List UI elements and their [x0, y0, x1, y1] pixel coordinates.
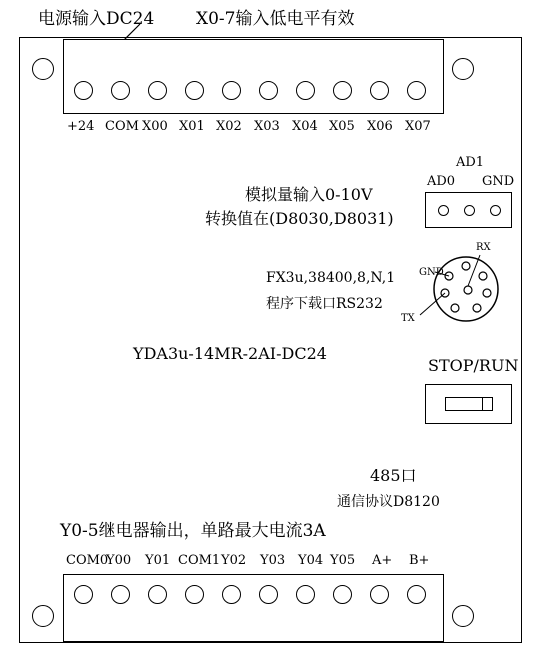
terminal-screw	[370, 81, 389, 100]
input-terminal-label: X01	[179, 119, 205, 134]
output-terminal-label: B+	[409, 553, 430, 568]
terminal-screw	[407, 585, 426, 604]
terminal-screw	[259, 585, 278, 604]
mounting-hole-bottom-right	[452, 605, 474, 627]
terminal-screw	[296, 81, 315, 100]
stop-run-switch-housing	[425, 384, 512, 424]
output-terminal-label: Y05	[330, 553, 356, 568]
input-terminal-label: X02	[216, 119, 242, 134]
analog-pin-gnd-label: GND	[482, 174, 515, 189]
model-number: YDA3u-14MR-2AI-DC24	[133, 344, 327, 363]
input-terminal-label: X03	[254, 119, 280, 134]
input-terminal-label: X00	[142, 119, 168, 134]
input-terminal-block	[63, 39, 444, 114]
relay-output-note: Y0-5继电器输出，单路最大电流3A	[60, 521, 326, 541]
input-terminal-label: X04	[292, 119, 318, 134]
terminal-screw	[74, 81, 93, 100]
terminal-screw	[74, 585, 93, 604]
rs485-port-title: 485口	[370, 466, 417, 485]
analog-connector-title: AD1	[456, 155, 485, 170]
terminal-screw	[296, 585, 315, 604]
analog-conversion-registers-text: 转换值在(D8030,D8031)	[205, 209, 394, 228]
terminal-screw	[333, 81, 352, 100]
output-terminal-label: Y02	[221, 553, 247, 568]
output-terminal-block	[63, 574, 444, 642]
mounting-hole-top-right	[452, 58, 474, 80]
inputs-active-low-note: X0-7输入低电平有效	[196, 9, 355, 29]
output-terminal-label: Y01	[145, 553, 171, 568]
terminal-screw	[111, 585, 130, 604]
stop-run-label: STOP/RUN	[428, 356, 519, 375]
analog-input-connector	[425, 192, 512, 228]
download-port-caption: 程序下载口RS232	[266, 296, 383, 312]
terminal-screw	[148, 585, 167, 604]
stop-run-switch[interactable]	[445, 397, 493, 411]
output-terminal-label: COM1	[178, 553, 221, 568]
terminal-screw	[370, 585, 389, 604]
input-terminal-label: COM	[105, 119, 139, 134]
input-terminal-label: +24	[67, 119, 95, 134]
output-terminal-label: A+	[372, 553, 393, 568]
power-input-note: 电源输入DC24	[38, 9, 155, 29]
analog-input-range-text: 模拟量输入0-10V	[245, 185, 373, 204]
terminal-screw	[111, 81, 130, 100]
output-terminal-label: Y04	[298, 553, 324, 568]
terminal-screw	[259, 81, 278, 100]
analog-connector-pin	[438, 205, 449, 216]
terminal-screw	[148, 81, 167, 100]
rs485-protocol-text: 通信协议D8120	[337, 494, 440, 510]
serial-settings-text: FX3u,38400,8,N,1	[266, 270, 396, 286]
analog-connector-pin	[464, 205, 475, 216]
terminal-screw	[407, 81, 426, 100]
terminal-screw	[185, 585, 204, 604]
output-terminal-label: Y00	[106, 553, 132, 568]
terminal-screw	[222, 585, 241, 604]
terminal-screw	[222, 81, 241, 100]
analog-connector-pin	[490, 205, 501, 216]
input-terminal-label: X05	[329, 119, 355, 134]
terminal-screw	[185, 81, 204, 100]
mounting-hole-bottom-left	[32, 605, 54, 627]
stop-run-switch-knob[interactable]	[482, 398, 491, 410]
port-pin-gnd-label: GND	[419, 267, 444, 278]
output-terminal-label: Y03	[260, 553, 286, 568]
mini-din-port-icon	[400, 235, 510, 335]
input-terminal-label: X06	[367, 119, 393, 134]
input-terminal-label: X07	[405, 119, 431, 134]
terminal-screw	[333, 585, 352, 604]
analog-pin-ad0-label: AD0	[427, 174, 456, 189]
port-pin-rx-label: RX	[476, 242, 491, 253]
mounting-hole-top-left	[32, 58, 54, 80]
output-terminal-label: COM0	[66, 553, 109, 568]
port-pin-tx-label: TX	[401, 313, 415, 324]
